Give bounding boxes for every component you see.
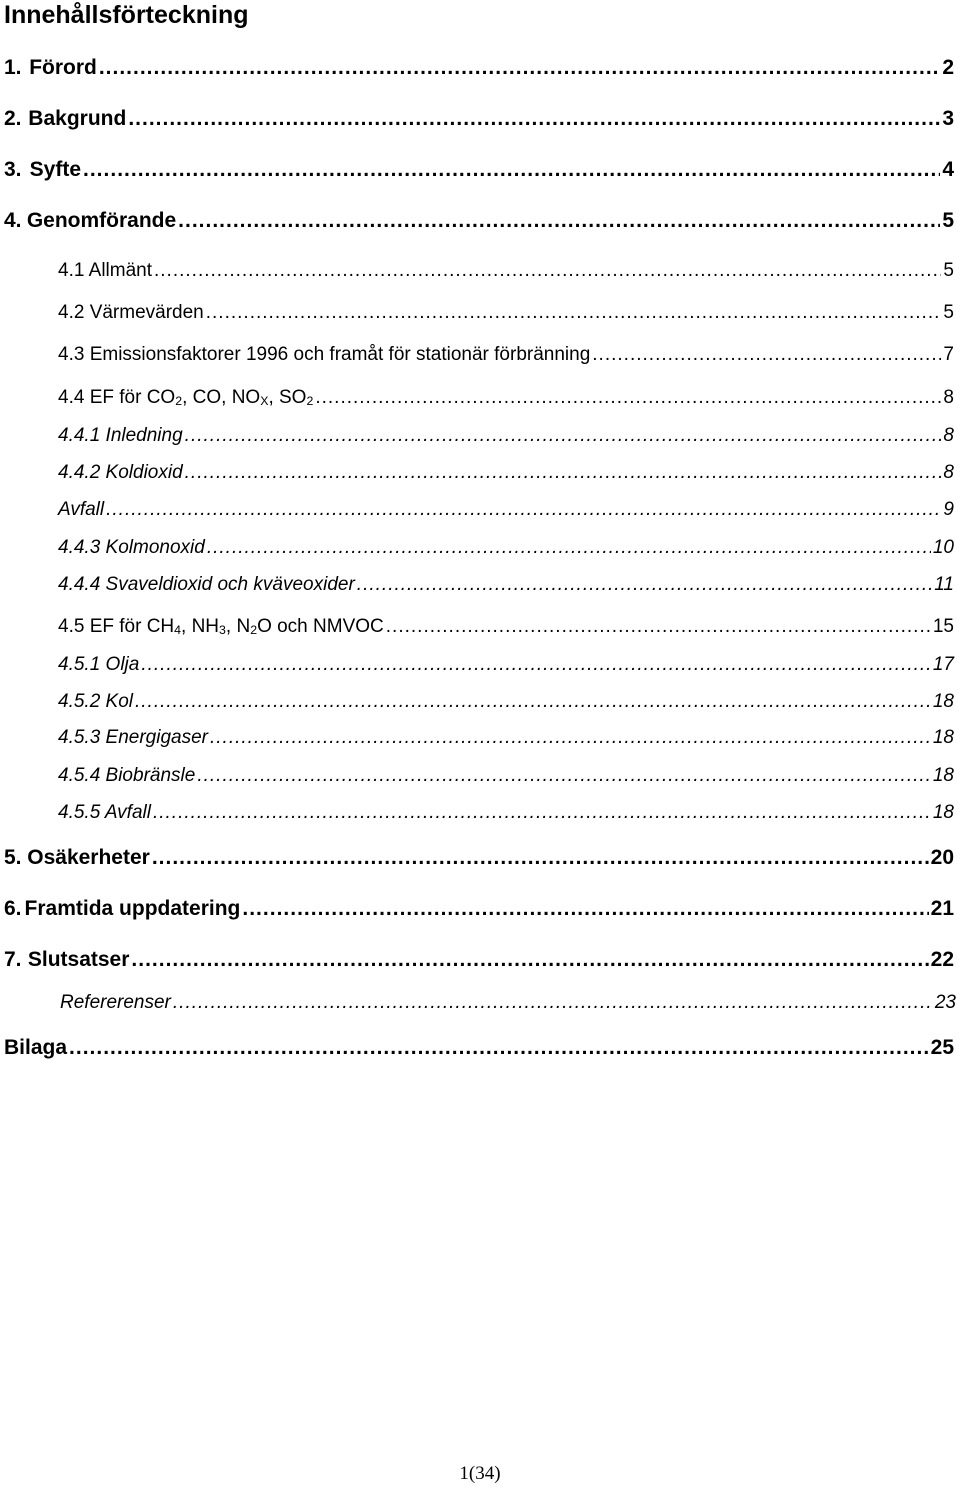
toc-title: 4.5.1 Olja [58, 654, 140, 675]
toc-entry-refererenser[interactable] [60, 988, 956, 1018]
toc-entry-forord[interactable] [4, 53, 954, 83]
toc-page: 25 [930, 1036, 954, 1059]
dot-leader [69, 1033, 929, 1063]
toc-entry-syfte[interactable] [4, 155, 954, 185]
dot-leader [210, 723, 931, 753]
toc-entry-slutsatser[interactable] [4, 945, 954, 975]
toc-page: 5 [943, 260, 954, 281]
toc-entry-osakerheter[interactable] [4, 843, 954, 873]
dot-leader [197, 761, 931, 791]
toc-entry-bilaga[interactable] [4, 1033, 954, 1063]
toc-number: 5. [4, 846, 22, 869]
toc-title: 4.1 Allmänt [58, 260, 152, 281]
toc-page: 10 [932, 537, 954, 558]
toc-title: 4.2 Värmevärden [58, 302, 204, 323]
toc-title: Bilaga [4, 1036, 68, 1059]
toc-title: Syfte [29, 158, 82, 181]
toc-page: 8 [943, 425, 954, 446]
toc-page: 11 [934, 574, 954, 595]
toc-number: 3. [4, 158, 22, 181]
toc-title: 4.5.3 Energigaser [58, 727, 208, 748]
dot-leader [83, 155, 940, 185]
toc-entry-4-4-1[interactable] [58, 421, 954, 451]
toc-entry-4-4-4[interactable] [58, 570, 954, 600]
toc-page: 22 [930, 948, 954, 971]
toc-title: Förord [29, 56, 97, 79]
toc-title: 4.4.2 Koldioxid [58, 462, 183, 483]
toc-page: 8 [943, 462, 954, 483]
toc-page: 5 [943, 302, 954, 323]
toc-title: 4.4.4 Svaveldioxid och kväveoxider [58, 574, 355, 595]
toc-page: 9 [943, 499, 954, 520]
toc-entry-avfall[interactable] [58, 495, 954, 525]
toc-title: 4.5 EF för $CH_4$, $NH_3$, $N_2O$ och NMVOC [58, 616, 384, 637]
toc-page: 2 [942, 56, 954, 79]
toc-entry-genomforande[interactable] [4, 206, 954, 236]
toc-page: 20 [930, 846, 954, 869]
toc-entry-4-5-1[interactable] [58, 650, 954, 680]
toc-page: 7 [943, 344, 954, 365]
toc-entry-framtida-uppdatering[interactable] [4, 894, 954, 924]
toc-number: 4. [4, 209, 22, 232]
toc-title: 4.5.2 Kol [58, 691, 133, 712]
toc-title: 4.5.5 Avfall [58, 802, 151, 823]
toc-entry-bakgrund[interactable] [4, 104, 954, 134]
dot-leader [131, 945, 928, 975]
dot-leader [206, 298, 942, 328]
toc-entry-4-3[interactable] [58, 340, 954, 370]
toc-page: 15 [932, 616, 954, 637]
dot-leader [128, 104, 940, 134]
dot-leader [141, 650, 931, 680]
toc-number: 6. [4, 897, 22, 920]
toc-page: 4 [942, 158, 954, 181]
toc-entry-4-4[interactable] [58, 383, 954, 413]
toc-title: Framtida uppdatering [24, 897, 241, 920]
dot-leader [99, 53, 940, 83]
toc-title: 4.5.4 Biobränsle [58, 765, 196, 786]
toc-title: 4.4.3 Kolmonoxid [58, 537, 205, 558]
dot-leader [592, 340, 941, 370]
toc-page: 18 [932, 765, 954, 786]
toc-entry-4-5-5[interactable] [58, 798, 954, 828]
dot-leader [185, 458, 942, 488]
page-number: 1(34) [459, 1463, 501, 1484]
page-title: Innehållsförteckning [4, 1, 249, 29]
dot-leader [178, 206, 940, 236]
dot-leader [242, 894, 928, 924]
dot-leader [357, 570, 932, 600]
toc-title: Bakgrund [28, 107, 127, 130]
toc-title: Genomförande [26, 209, 177, 232]
toc-page: 18 [932, 691, 954, 712]
dot-leader [135, 687, 931, 717]
toc-page: 17 [932, 654, 954, 675]
toc-number: 2. [4, 107, 22, 130]
toc-page: 21 [930, 897, 954, 920]
toc-title: Slutsatser [27, 948, 130, 971]
toc-title: 4.3 Emissionsfaktorer 1996 och framåt för stationär förbränning [58, 344, 591, 365]
toc-title: Osäkerheter [27, 846, 150, 869]
toc-page: 18 [932, 802, 954, 823]
toc-number: 7. [4, 948, 22, 971]
toc-entry-4-5[interactable] [58, 612, 954, 642]
dot-leader [152, 843, 929, 873]
toc-page: 23 [934, 992, 956, 1013]
toc-title: 4.4.1 Inledning [58, 425, 183, 446]
toc-entry-4-2[interactable] [58, 298, 954, 328]
toc-entry-4-5-4[interactable] [58, 761, 954, 791]
dot-leader [173, 988, 933, 1018]
toc-entry-4-4-3[interactable] [58, 533, 954, 563]
toc-entry-4-5-2[interactable] [58, 687, 954, 717]
dot-leader [154, 256, 941, 286]
dot-leader [106, 495, 941, 525]
toc-title: 4.4 EF för $CO_2$, CO, $NO_X$, $SO_2$ [58, 387, 314, 408]
dot-leader [386, 612, 931, 642]
toc-entry-4-5-3[interactable] [58, 723, 954, 753]
dot-leader [185, 421, 942, 451]
toc-entry-4-1[interactable] [58, 256, 954, 286]
dot-leader [153, 798, 931, 828]
toc-page: 3 [942, 107, 954, 130]
toc-entry-4-4-2[interactable] [58, 458, 954, 488]
toc-page: 8 [943, 387, 954, 408]
toc-page: 5 [942, 209, 954, 232]
dot-leader [315, 383, 941, 413]
toc-title: Refererenser [60, 992, 171, 1013]
toc-page: 18 [932, 727, 954, 748]
dot-leader [207, 533, 931, 563]
toc-number: 1. [4, 56, 22, 79]
toc-title: Avfall [58, 499, 105, 520]
